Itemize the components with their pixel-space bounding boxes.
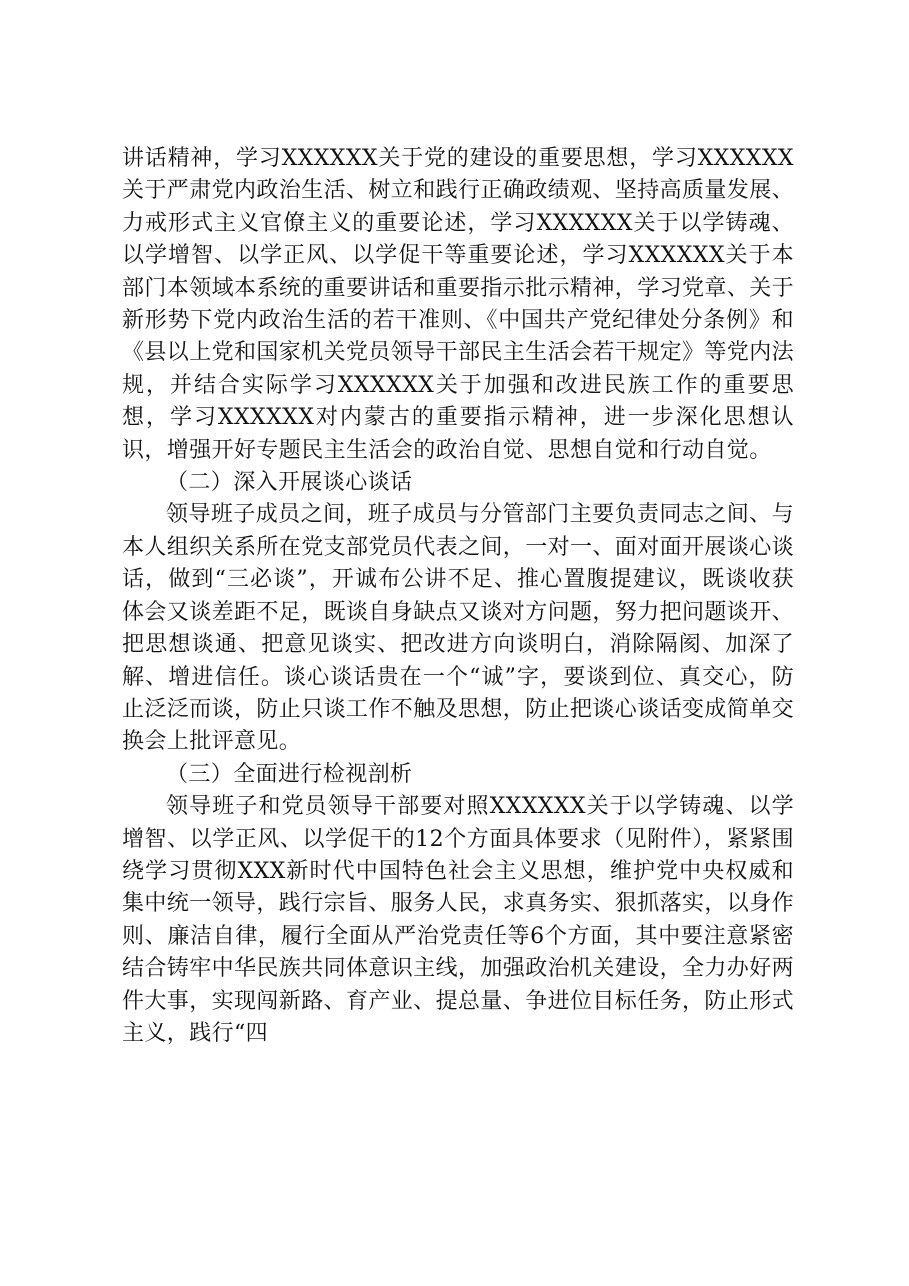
section-heading-self-examination: （三）全面进行检视剖析 [166, 761, 413, 787]
section-heading-heart-to-heart-talk: （二）深入开展谈心谈话 [166, 470, 413, 496]
body-paragraph-self-examination: 领导班子和党员领导干部要对照XXXXXX关于以学铸魂、以学增智、以学正风、以学促干的12个方面具体要求（见附件），紧紧围绕学习贯彻XXX新时代中国特色社会主义思想，维护党中央权威和集中统一领导，践行宗旨、服务人民，求真务实、狠抓落实，以身作则、廉洁自律，履行全面从严治党责任等6个方面，其中要注意紧密结合铸牢中华民族共同体意识主线，加强政治机关建设，全力办好两件大事，实现闯新路、育产业、提总量、争进位目标任务，防止形式主义，践行“四 [122, 794, 795, 1046]
body-paragraph-study: 讲话精神，学习XXXXXX关于党的建设的重要思想，学习XXXXXX关于严肃党内政治生活、树立和践行正确政绩观、坚持高质量发展、力戒形式主义官僚主义的重要论述，学习XXXXXX关于以学铸魂、以学增智、以学正风、以学促干等重要论述，学习XXXXXX关于本部门本领域本系统的重要讲话和重要指示批示精神，学习党章、关于新形势下党内政治生活的若干准则、《中国共产党纪律处分条例》和《县以上党和国家机关党员领导干部民主生活会若干规定》等党内法规，并结合实际学习XXXXXX关于加强和改进民族工作的重要思想，学习XXXXXX对内蒙古的重要指示精神，进一步深化思想认识，增强开好专题民主生活会的政治自觉、思想自觉和行动自觉。 [122, 146, 795, 463]
body-paragraph-heart-to-heart-talk: 领导班子成员之间，班子成员与分管部门主要负责同志之间、与本人组织关系所在党支部党员代表之间，一对一、面对面开展谈心谈话，做到“三必谈”，开诚布公讲不足、推心置腹提建议，既谈收获体会又谈差距不足，既谈自身缺点又谈对方问题，努力把问题谈开、把思想谈通、把意见谈实、把改进方向谈明白，消除隔阂、加深了解、增进信任。谈心谈话贵在一个“诚”字，要谈到位、真交心，防止泛泛而谈，防止只谈工作不触及思想，防止把谈心谈话变成简单交换会上批评意见。 [122, 502, 795, 755]
document-page [122, 143, 794, 1050]
